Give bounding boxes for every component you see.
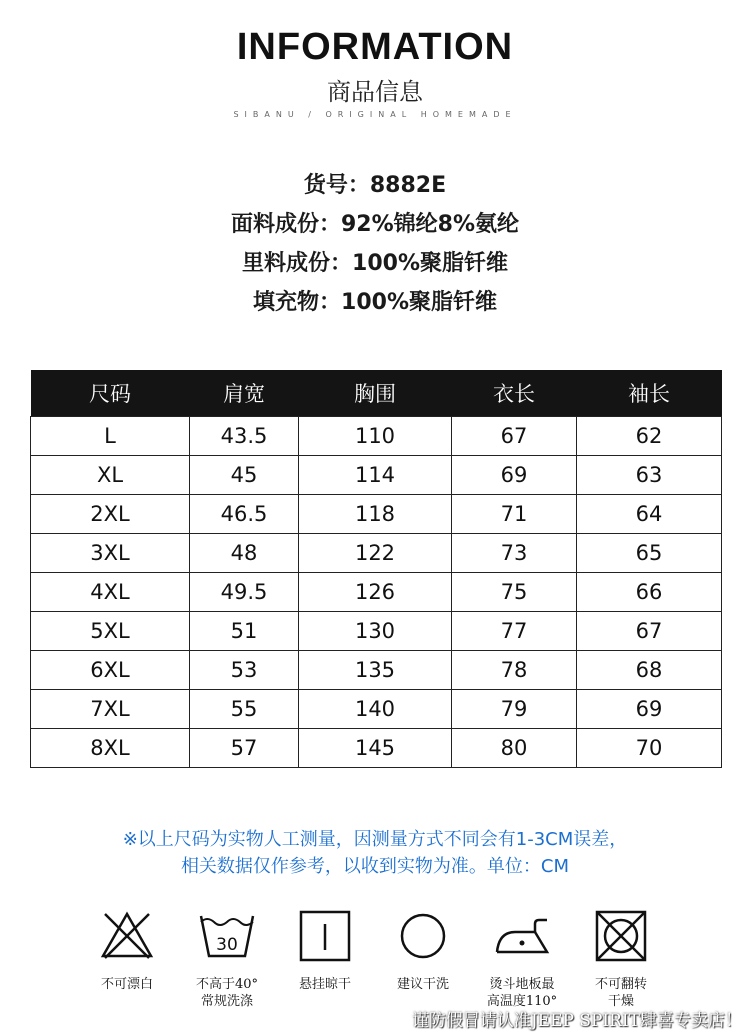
- cell-length: 75: [452, 573, 577, 612]
- header-length: 衣长: [452, 370, 577, 417]
- cell-chest: 126: [299, 573, 452, 612]
- cell-chest: 110: [299, 417, 452, 456]
- note-line-2: 相关数据仅作参考，以收到实物为准。单位：CM: [180, 856, 570, 877]
- wash-30-icon: [197, 908, 257, 964]
- page-subtitle: 商品信息: [327, 78, 423, 106]
- care-label: 悬挂晾干: [298, 977, 351, 992]
- table-row: [31, 456, 722, 495]
- header-chest: 胸围: [299, 370, 452, 417]
- cell-chest: 145: [299, 729, 452, 768]
- cell-shoulder: 57: [190, 729, 299, 768]
- care-no-tumble-dry: [566, 908, 676, 1010]
- cell-length: 67: [452, 417, 577, 456]
- table-row: [31, 612, 722, 651]
- header-shoulder: 肩宽: [190, 370, 299, 417]
- cell-size: 5XL: [31, 612, 190, 651]
- table-header-row: [31, 370, 722, 417]
- cell-length: 69: [452, 456, 577, 495]
- cell-chest: 140: [299, 690, 452, 729]
- table-row: [31, 651, 722, 690]
- cell-length: 71: [452, 495, 577, 534]
- care-hang-dry: [270, 908, 380, 993]
- table-row: [31, 417, 722, 456]
- cell-sleeve: 70: [577, 729, 722, 768]
- cell-sleeve: 62: [577, 417, 722, 456]
- cell-sleeve: 65: [577, 534, 722, 573]
- cell-size: 2XL: [31, 495, 190, 534]
- cell-sleeve: 64: [577, 495, 722, 534]
- note-line-1: ※以上尺码为实物人工测量，因测量方式不同会有1-3CM误差，: [122, 829, 628, 850]
- care-iron: [467, 908, 577, 1010]
- page-title: INFORMATION: [236, 26, 514, 68]
- brand-tagline: SIBANU / ORIGINAL HOMEMADE: [233, 110, 517, 119]
- size-chart-table: [30, 370, 722, 768]
- dry-clean-icon: [395, 908, 451, 964]
- header-sleeve: 袖长: [577, 370, 722, 417]
- cell-chest: 130: [299, 612, 452, 651]
- care-wash: [172, 908, 282, 1010]
- cell-shoulder: 43.5: [190, 417, 299, 456]
- cell-shoulder: 46.5: [190, 495, 299, 534]
- no-bleach-icon: [99, 908, 155, 964]
- cell-sleeve: 66: [577, 573, 722, 612]
- cell-length: 78: [452, 651, 577, 690]
- item-number: 货号：8882E: [303, 173, 447, 198]
- cell-shoulder: 51: [190, 612, 299, 651]
- cell-shoulder: 55: [190, 690, 299, 729]
- cell-chest: 122: [299, 534, 452, 573]
- table-row: [31, 690, 722, 729]
- no-tumble-dry-icon: [593, 908, 649, 964]
- cell-length: 73: [452, 534, 577, 573]
- header-size: 尺码: [31, 370, 190, 417]
- cell-chest: 135: [299, 651, 452, 690]
- store-watermark: 谨防假冒请认准JEEP SPIRIT肆喜专卖店！: [411, 1011, 742, 1031]
- cell-chest: 118: [299, 495, 452, 534]
- fabric-composition: 面料成份：92%锦纶8%氨纶: [230, 212, 519, 237]
- care-no-bleach: [72, 908, 182, 993]
- iron-icon: [491, 908, 553, 964]
- table-row: [31, 534, 722, 573]
- cell-shoulder: 49.5: [190, 573, 299, 612]
- care-label: 建议干洗: [396, 977, 449, 992]
- cell-sleeve: 63: [577, 456, 722, 495]
- cell-sleeve: 67: [577, 612, 722, 651]
- care-label: 不高于40° 常规洗涤: [195, 977, 259, 1009]
- cell-length: 79: [452, 690, 577, 729]
- care-dry-clean: [368, 908, 478, 993]
- product-info: [0, 166, 750, 322]
- cell-size: 3XL: [31, 534, 190, 573]
- hang-dry-icon: [297, 908, 353, 964]
- care-label: 不可翻转 干燥: [594, 977, 647, 1009]
- table-row: [31, 573, 722, 612]
- cell-length: 80: [452, 729, 577, 768]
- cell-sleeve: 68: [577, 651, 722, 690]
- lining-composition: 里料成份：100%聚脂钎维: [242, 251, 508, 276]
- cell-shoulder: 48: [190, 534, 299, 573]
- care-label: 烫斗地板最 高温度110°: [486, 977, 558, 1009]
- cell-shoulder: 53: [190, 651, 299, 690]
- cell-sleeve: 69: [577, 690, 722, 729]
- cell-chest: 114: [299, 456, 452, 495]
- measurement-note: [0, 826, 750, 880]
- cell-length: 77: [452, 612, 577, 651]
- cell-size: 6XL: [31, 651, 190, 690]
- table-row: [31, 495, 722, 534]
- care-label: 不可漂白: [100, 977, 153, 992]
- table-row: [31, 729, 722, 768]
- cell-size: XL: [31, 456, 190, 495]
- filling-composition: 填充物：100%聚脂钎维: [253, 290, 497, 315]
- cell-size: L: [31, 417, 190, 456]
- cell-size: 8XL: [31, 729, 190, 768]
- cell-size: 4XL: [31, 573, 190, 612]
- wash-temperature: 30: [216, 935, 238, 955]
- cell-size: 7XL: [31, 690, 190, 729]
- cell-shoulder: 45: [190, 456, 299, 495]
